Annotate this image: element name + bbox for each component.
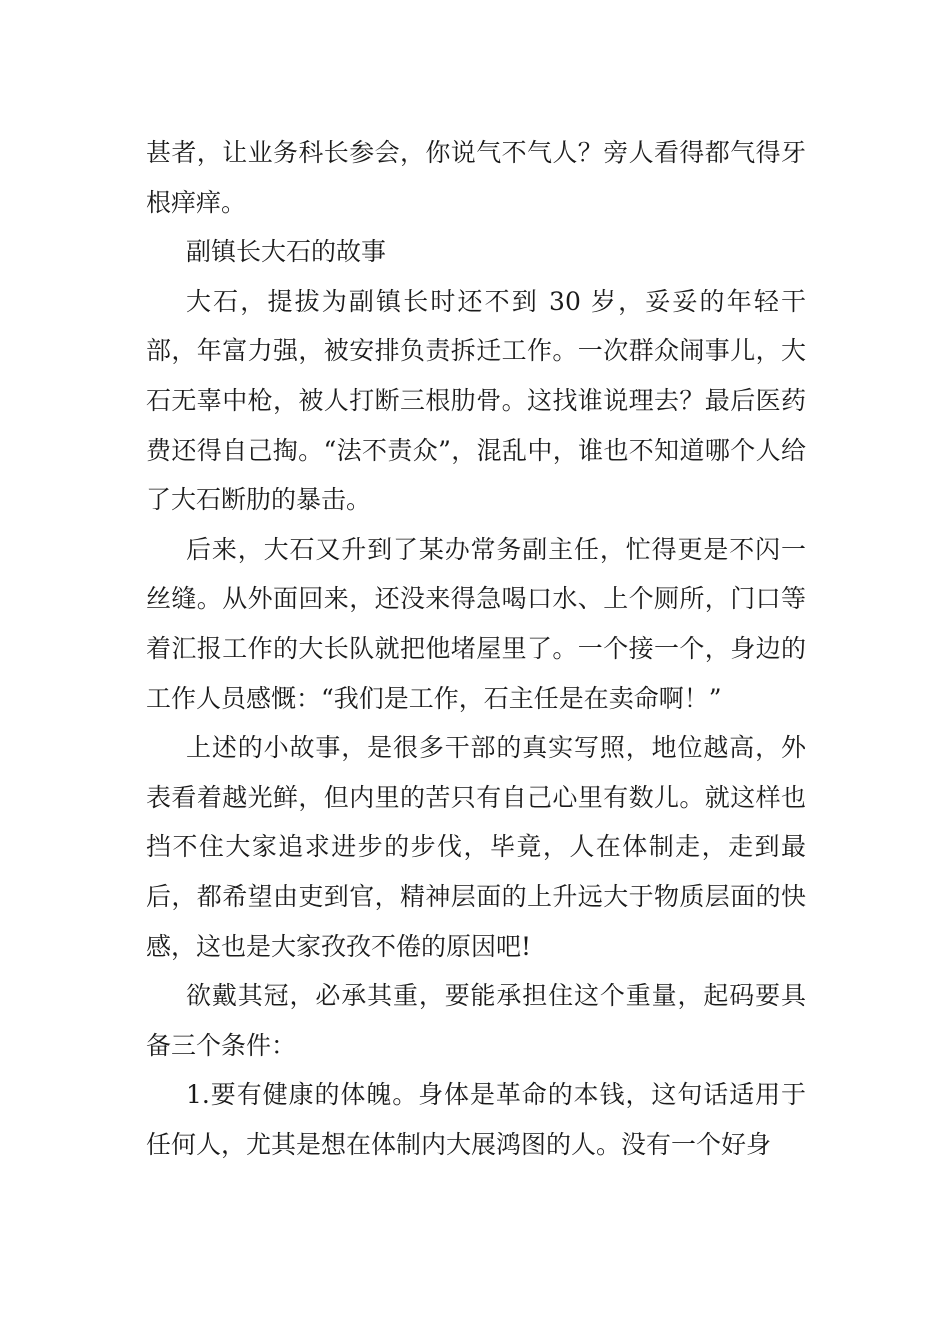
paragraph: 1.要有健康的体魄。身体是革命的本钱，这句话适用于任何人，尤其是想在体制内大展鸿图的人。没有一个好身 — [146, 1080, 806, 1159]
paragraph: 大石，提拔为副镇长时还不到 30 岁，妥妥的年轻干部，年富力强，被安排负责拆迁工作。一次群众闹事儿，大石无辜中枪，被人打断三根肋骨。这找谁说理去？最后医药费还得自己掏。“法不责众”，混乱中，谁也不知道哪个人给了大石断肋的暴击。 — [146, 286, 806, 515]
document-body — [146, 128, 806, 1169]
paragraph: 上述的小故事，是很多干部的真实写照，地位越高，外表看着越光鲜，但内里的苦只有自己心里有数儿。就这样也挡不住大家追求进步的步伐，毕竟，人在体制走，走到最后，都希望由吏到官，精神层面的上升远大于物质层面的快感，这也是大家孜孜不倦的原因吧! — [146, 733, 806, 961]
section-heading: 副镇长大石的故事 — [186, 237, 387, 267]
paragraph-continuation: 甚者，让业务科长参会，你说气不气人？旁人看得都气得牙根痒痒。 — [146, 138, 806, 217]
paragraph: 欲戴其冠，必承其重，要能承担住这个重量，起码要具备三个条件： — [146, 981, 806, 1060]
paragraph: 后来，大石又升到了某办常务副主任，忙得更是不闪一丝缝。从外面回来，还没来得急喝口水、上个厕所，门口等着汇报工作的大长队就把他堵屋里了。一个接一个，身边的工作人员感慨：“我们是工作，石主任是在卖命啊！” — [146, 534, 806, 713]
